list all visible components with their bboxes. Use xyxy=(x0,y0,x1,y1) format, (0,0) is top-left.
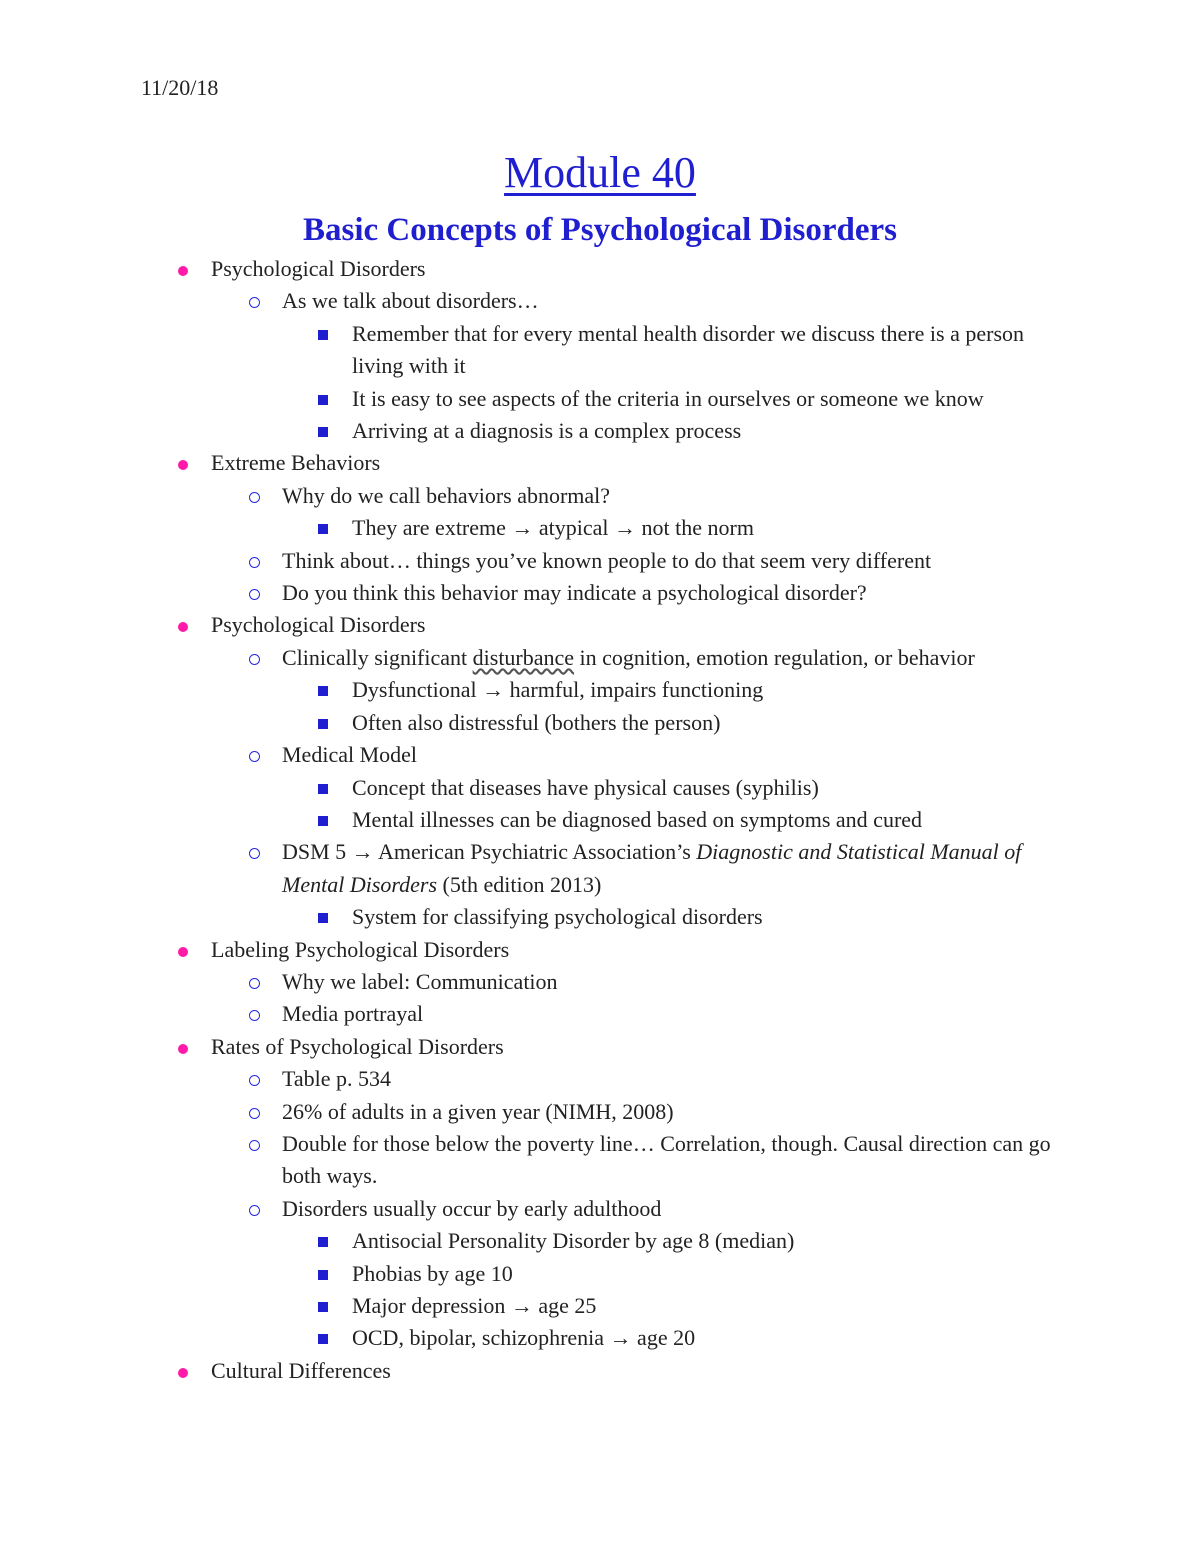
list-item-text: Major depression → age 25 xyxy=(352,1293,597,1318)
list-item xyxy=(0,934,1200,966)
page-subtitle: Basic Concepts of Psychological Disorders xyxy=(303,212,897,248)
page-title: Module 40 xyxy=(504,148,696,197)
list-item-text: Often also distressful (bothers the person) xyxy=(352,709,721,735)
list-item xyxy=(0,739,1057,771)
list-item-text: Cultural Differences xyxy=(211,1357,391,1383)
list-item-text: Think about… things you’ve known people to do that seem very different xyxy=(282,547,932,573)
list-item-text: Double for those below the poverty line… Correlation, though. Causal direction can go both ways. xyxy=(282,1130,1051,1189)
list-item xyxy=(0,966,1057,998)
list-item-text: Psychological Disorders xyxy=(211,612,426,638)
list-item xyxy=(0,512,1052,544)
list-item xyxy=(0,901,1052,933)
list-item xyxy=(0,609,1200,641)
list-item xyxy=(0,1063,1057,1095)
notes-outline xyxy=(0,253,1200,1387)
list-item xyxy=(0,836,1057,901)
list-item xyxy=(0,998,1057,1030)
document-date: 11/20/18 xyxy=(141,75,219,100)
list-item xyxy=(0,1096,1057,1128)
list-item xyxy=(0,642,1057,674)
list-item xyxy=(0,545,1057,577)
list-item-text: 26% of adults in a given year (NIMH, 2008) xyxy=(282,1098,674,1124)
list-item xyxy=(0,1225,1052,1257)
list-item xyxy=(0,318,1052,383)
list-item xyxy=(0,1290,1052,1322)
list-item-text: Labeling Psychological Disorders xyxy=(211,936,510,962)
list-item-text: Phobias by age 10 xyxy=(352,1260,513,1286)
list-item-text: As we talk about disorders… xyxy=(282,288,539,314)
list-item-text: Dysfunctional → harmful, impairs functioning xyxy=(352,677,764,703)
list-item-text: Why we label: Communication xyxy=(282,968,558,994)
list-item-text: They are extreme → atypical → not the norm xyxy=(352,515,754,541)
list-item-text: in cognition, emotion regulation, or behavior xyxy=(574,644,975,670)
list-item-text: (5th edition 2013) xyxy=(437,871,602,897)
list-item-text: Clinically significant xyxy=(282,644,473,670)
list-item xyxy=(0,1128,1057,1193)
list-item-text: Medical Model xyxy=(282,742,418,768)
list-item xyxy=(0,577,1057,609)
list-item-text: Rates of Psychological Disorders xyxy=(211,1033,504,1059)
list-item-text: Disorders usually occur by early adulthood xyxy=(282,1195,662,1221)
list-item-text: Antisocial Personality Disorder by age 8 (median) xyxy=(352,1228,795,1254)
list-item-text: Do you think this behavior may indicate a psychological disorder? xyxy=(282,580,867,606)
list-item-text: Mental illnesses can be diagnosed based on symptoms and cured xyxy=(352,806,923,832)
list-item xyxy=(0,383,1052,415)
list-item-text: Psychological Disorders xyxy=(211,256,426,281)
list-item-text: OCD, bipolar, schizophrenia → age 20 xyxy=(352,1325,696,1351)
list-item xyxy=(0,772,1052,804)
list-item xyxy=(0,285,1057,317)
list-item-text: System for classifying psychological disorders xyxy=(352,904,763,930)
list-item xyxy=(0,674,1052,706)
list-item-text: Concept that diseases have physical causes (syphilis) xyxy=(352,774,819,800)
list-item xyxy=(0,1322,1052,1354)
list-item xyxy=(0,804,1052,836)
list-item xyxy=(0,1193,1057,1225)
list-item-text: DSM 5 → American Psychiatric Association’s xyxy=(282,839,697,865)
list-item-text: Arriving at a diagnosis is a complex process xyxy=(352,418,742,444)
list-item-text: Why do we call behaviors abnormal? xyxy=(282,482,611,508)
list-item xyxy=(0,415,1052,447)
list-item xyxy=(0,707,1052,739)
list-item-text: Extreme Behaviors xyxy=(211,450,381,476)
list-item-text: Remember that for every mental health disorder we discuss there is a person living with it xyxy=(352,320,1024,379)
underlined-term: disturbance xyxy=(472,644,575,670)
list-item-text: It is easy to see aspects of the criteria in ourselves or someone we know xyxy=(352,385,984,411)
list-item-text: Table p. 534 xyxy=(282,1066,392,1092)
list-item xyxy=(0,1031,1200,1063)
list-item xyxy=(0,1258,1052,1290)
list-item xyxy=(0,253,1200,285)
list-item-text: Media portrayal xyxy=(282,1001,424,1027)
list-item xyxy=(0,447,1200,479)
list-item xyxy=(0,1355,1200,1387)
manual-title: Diagnostic and Statistical Manual of Mental Disorders xyxy=(282,839,1022,897)
list-item xyxy=(0,480,1057,512)
